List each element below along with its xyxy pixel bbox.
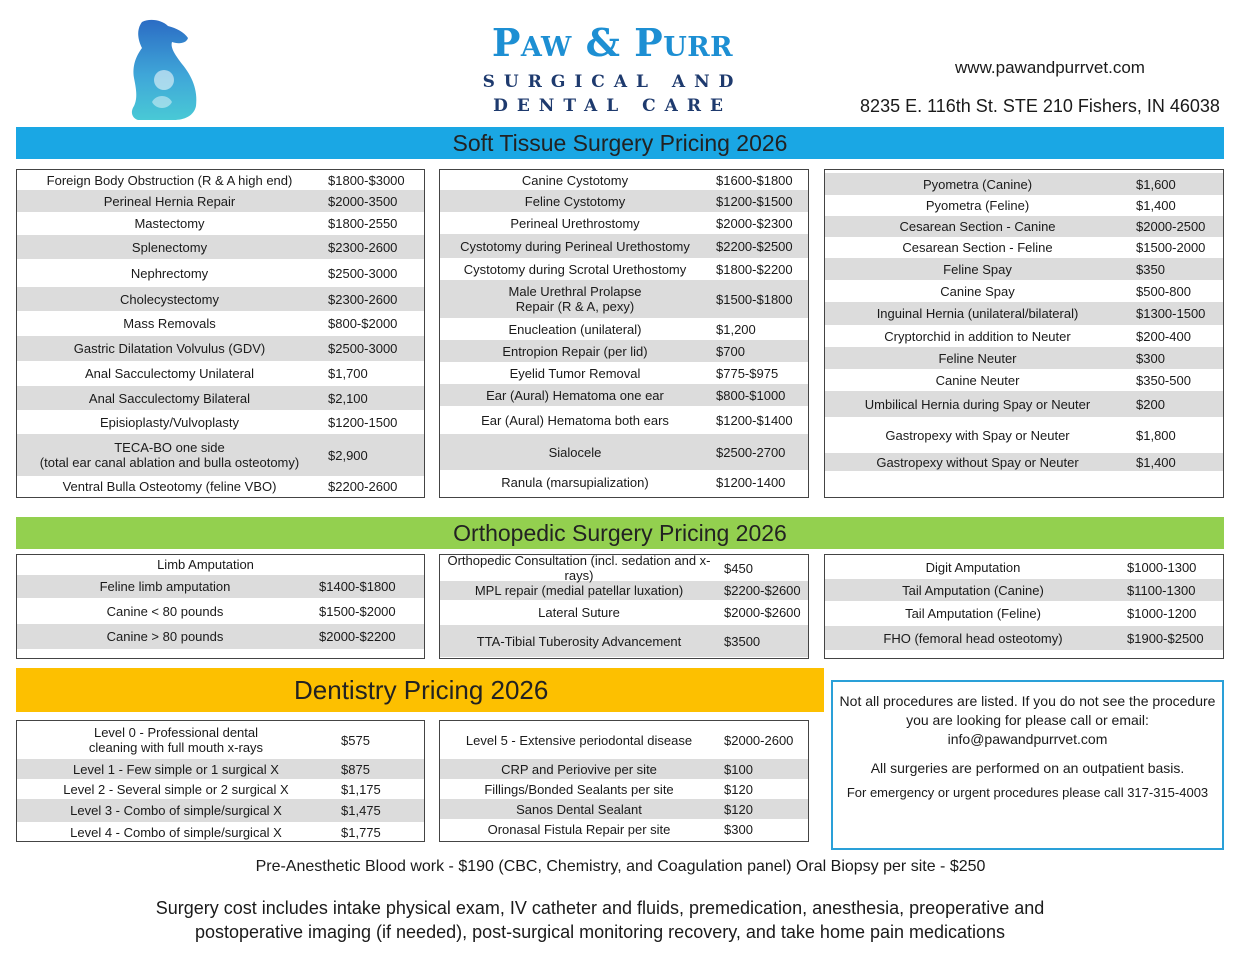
- procedure-name: Anal Sacculectomy Unilateral: [84, 366, 255, 381]
- price-row: [440, 234, 808, 258]
- price-row: [825, 417, 1223, 453]
- price-row: [825, 237, 1223, 258]
- procedure-price: $2,100: [328, 390, 368, 406]
- price-row: [440, 258, 808, 280]
- price-row: [440, 581, 808, 600]
- procedure-price: $1,700: [328, 366, 368, 381]
- procedure-price: $2000-$2300: [716, 215, 793, 231]
- address: 8235 E. 116th St. STE 210 Fishers, IN 46038: [860, 96, 1220, 116]
- procedure-name: Episioplasty/Vulvoplasty: [100, 414, 239, 430]
- procedure-price: $1200-$1500: [716, 193, 793, 209]
- procedure-price: $775-$975: [716, 365, 779, 381]
- procedure-price: $300: [1136, 350, 1165, 366]
- procedure-price: $700: [716, 343, 745, 359]
- price-row: [440, 779, 808, 799]
- procedure-name: Eyelid Tumor Removal: [509, 365, 641, 381]
- price-row: [440, 362, 808, 384]
- soft-tissue-title: Soft Tissue Surgery Pricing 2026: [16, 127, 1224, 159]
- price-row: [17, 779, 424, 799]
- procedure-price: $500-800: [1136, 283, 1191, 299]
- procedure-name: Ear (Aural) Hematoma one ear: [486, 387, 664, 403]
- procedure-name: Pyometra (Feline): [925, 198, 1030, 213]
- price-row: [825, 347, 1223, 369]
- procedure-price: $1500-2000: [1136, 240, 1206, 255]
- procedure-name: MPL repair (medial patellar luxation): [474, 583, 684, 598]
- procedure-price: $2500-3000: [328, 265, 398, 281]
- info-email[interactable]: info@pawandpurrvet.com: [947, 731, 1108, 747]
- soft-tissue-table-2: [439, 169, 809, 498]
- procedure-price: $1,400: [1136, 198, 1176, 213]
- price-row: [17, 799, 424, 822]
- price-row: [440, 384, 808, 406]
- price-row: [17, 190, 424, 212]
- procedure-price: $1500-$1800: [716, 291, 793, 307]
- procedure-name: Ventral Bulla Osteotomy (feline VBO): [62, 479, 277, 494]
- procedure-name: Cesarean Section - Canine: [899, 219, 1056, 234]
- price-row: [17, 822, 424, 842]
- ortho-table-1: [16, 554, 425, 659]
- price-row: [440, 555, 808, 581]
- procedure-name: Feline Spay: [943, 261, 1012, 277]
- procedure-price: $200-400: [1136, 328, 1191, 344]
- procedure-price: $2500-3000: [328, 341, 398, 356]
- website[interactable]: www.pawandpurrvet.com: [955, 58, 1145, 77]
- procedure-price: $1,775: [341, 824, 381, 840]
- price-row: [825, 258, 1223, 280]
- procedure-name: Cesarean Section - Feline: [902, 240, 1053, 255]
- procedure-price: $1200-$1400: [716, 412, 793, 428]
- procedure-price: $1800-$3000: [328, 172, 405, 188]
- info-line-3: For emergency or urgent procedures please call 317-315-4003: [846, 785, 1209, 800]
- dental-title: Dentistry Pricing 2026: [16, 668, 824, 712]
- price-row: [825, 626, 1223, 650]
- procedure-price: $2300-2600: [328, 291, 398, 307]
- price-row: [17, 287, 424, 311]
- procedure-price: $2200-2600: [328, 479, 398, 494]
- price-row: [825, 453, 1223, 471]
- procedure-name: Splenectomy: [131, 239, 208, 255]
- procedure-name: Feline Cystotomy: [524, 193, 626, 209]
- procedure-name: Sanos Dental Sealant: [516, 801, 642, 817]
- procedure-name: Gastropexy with Spay or Neuter: [885, 427, 1070, 443]
- brand-name: Paw & Purr: [491, 20, 734, 65]
- procedure-price: $1000-1200: [1127, 606, 1197, 621]
- price-row: [17, 212, 424, 235]
- procedure-price: $1800-2550: [328, 216, 398, 231]
- procedure-name: Level 0 - Professional dental cleaning with full mouth x-rays: [88, 725, 264, 755]
- procedure-price: $1200-1500: [328, 414, 398, 430]
- soft-tissue-table-3: [824, 169, 1224, 498]
- procedure-name: Canine Neuter: [935, 372, 1020, 388]
- procedure-price: $1100-1300: [1127, 582, 1196, 598]
- price-row: [17, 624, 424, 649]
- price-row: [825, 325, 1223, 347]
- brand-subtitle: SURGICAL AND DENTAL CARE: [482, 72, 743, 116]
- price-row: [17, 259, 424, 287]
- procedure-name: TTA-Tibial Tuberosity Advancement: [476, 633, 682, 649]
- procedure-price: $800-$2000: [328, 316, 398, 331]
- procedure-price: $100: [724, 761, 753, 777]
- bloodwork-note: Pre-Anesthetic Blood work - $190 (CBC, Chemistry, and Coagulation panel) Oral Biopsy per site - $250: [255, 858, 986, 875]
- procedure-name: Cholecystectomy: [120, 291, 219, 307]
- price-row: [825, 302, 1223, 325]
- procedure-price: $2200-$2600: [724, 583, 801, 598]
- surgery-cost-note: Surgery cost includes intake physical exam, IV catheter and fluids, premedication, anesthesia, preoperative and postoperative imaging (if needed), post-surgical monitoring recovery, and take home pain medications: [155, 898, 1045, 942]
- procedure-name: Ear (Aural) Hematoma both ears: [481, 412, 669, 428]
- price-row: [440, 799, 808, 819]
- procedure-name: Cryptorchid in addition to Neuter: [884, 328, 1071, 344]
- price-row: [17, 476, 424, 497]
- procedure-price: $2200-$2500: [716, 238, 793, 254]
- procedure-price: $3500: [724, 633, 761, 649]
- price-row: [17, 598, 424, 624]
- procedure-name: Canine < 80 pounds: [106, 603, 224, 619]
- procedure-price: $1,800: [1136, 427, 1176, 443]
- price-row: [440, 212, 808, 234]
- procedure-price: $2000-2500: [1136, 219, 1206, 234]
- procedure-price: $1900-$2500: [1127, 630, 1204, 646]
- procedure-name: Cystotomy during Perineal Urethostomy: [460, 238, 690, 254]
- procedure-price: $200: [1136, 396, 1165, 412]
- procedure-price: $1800-$2200: [716, 261, 793, 277]
- price-row: [440, 318, 808, 340]
- procedure-price: $2000-3500: [328, 193, 398, 209]
- price-row: [17, 721, 424, 759]
- procedure-name: Umbilical Hernia during Spay or Neuter: [864, 396, 1091, 412]
- price-row: [825, 195, 1223, 216]
- price-row: [825, 280, 1223, 302]
- price-row: [440, 280, 808, 318]
- price-row: [17, 759, 424, 779]
- procedure-name: Cystotomy during Scrotal Urethostomy: [463, 261, 687, 277]
- procedure-price: $800-$1000: [716, 387, 786, 403]
- procedure-price: $2500-2700: [716, 444, 786, 460]
- procedure-price: $300: [724, 821, 753, 837]
- price-row: [440, 470, 808, 494]
- procedure-price: $1000-1300: [1127, 559, 1197, 575]
- procedure-name: Gastric Dilatation Volvulus (GDV): [73, 341, 266, 356]
- procedure-name: Feline Neuter: [938, 350, 1017, 366]
- price-row: [825, 555, 1223, 579]
- procedure-name: Perineal Hernia Repair: [103, 193, 236, 209]
- price-row: [17, 170, 424, 190]
- procedure-name: Canine > 80 pounds: [106, 629, 224, 644]
- procedure-price: $1,475: [341, 803, 381, 818]
- procedure-name: Tail Amputation (Canine): [902, 582, 1044, 598]
- procedure-name: Inguinal Hernia (unilateral/bilateral): [876, 306, 1079, 321]
- price-row: [440, 625, 808, 657]
- procedure-price: $1400-$1800: [319, 579, 396, 594]
- procedure-name: Level 5 - Extensive periodontal disease: [465, 732, 693, 748]
- procedure-name: Pyometra (Canine): [922, 176, 1033, 192]
- soft-tissue-table-1: [16, 169, 425, 498]
- procedure-price: $1300-1500: [1136, 306, 1206, 321]
- procedure-name: TECA-BO one side (total ear canal ablation and bulla osteotomy): [39, 440, 300, 470]
- procedure-price: $1600-$1800: [716, 172, 793, 188]
- dental-table-2: [439, 720, 809, 842]
- procedure-price: $2000-$2600: [724, 605, 801, 620]
- procedure-name: Sialocele: [548, 444, 602, 460]
- procedure-name: Entropion Repair (per lid): [502, 343, 648, 359]
- procedure-price: $120: [724, 801, 753, 817]
- info-line-2: All surgeries are performed on an outpatient basis.: [870, 760, 1185, 776]
- dog-cat-logo: [128, 18, 200, 122]
- procedure-name: CRP and Periovive per site: [501, 761, 657, 777]
- price-row: [440, 434, 808, 470]
- procedure-name: Digit Amputation: [925, 559, 1021, 575]
- procedure-name: Level 4 - Combo of simple/surgical X: [70, 824, 282, 840]
- procedure-price: $350-500: [1136, 372, 1191, 388]
- procedure-price: $120: [724, 781, 753, 797]
- procedure-price: $1500-$2000: [319, 603, 396, 619]
- procedure-name: Anal Sacculectomy Bilateral: [88, 390, 251, 406]
- procedure-name: Gastropexy without Spay or Neuter: [876, 454, 1079, 470]
- procedure-name: Male Urethral Prolapse Repair (R & A, pexy): [508, 284, 642, 314]
- procedure-name: Oronasal Fistula Repair per site: [487, 821, 671, 837]
- procedure-price: $1200-1400: [716, 474, 786, 490]
- price-row: [440, 721, 808, 759]
- price-row: [440, 170, 808, 190]
- procedure-price: $2000-2600: [724, 732, 794, 748]
- price-row: [17, 336, 424, 361]
- procedure-price: $575: [341, 732, 370, 748]
- price-row: [440, 819, 808, 839]
- info-line-1: Not all procedures are listed. If you do not see the procedure you are looking for please call or email:: [839, 693, 1216, 728]
- brand-block: [420, 20, 805, 118]
- procedure-name: Fillings/Bonded Sealants per site: [484, 781, 674, 797]
- info-box: [831, 680, 1224, 850]
- procedure-name: Lateral Suture: [538, 605, 620, 620]
- price-row: [440, 340, 808, 362]
- procedure-name: Level 2 - Several simple or 2 surgical X: [63, 781, 289, 797]
- procedure-price: $1,400: [1136, 454, 1176, 470]
- procedure-price: $1,175: [341, 781, 381, 797]
- price-row: [825, 391, 1223, 417]
- price-row: [825, 369, 1223, 391]
- procedure-name: Nephrectomy: [130, 265, 209, 281]
- procedure-name: Level 1 - Few simple or 1 surgical X: [73, 761, 279, 777]
- price-row: [440, 600, 808, 625]
- price-row: [825, 216, 1223, 237]
- ortho-table-3: [824, 554, 1224, 659]
- price-row: [17, 434, 424, 476]
- price-row: [17, 235, 424, 259]
- procedure-price: $2000-$2200: [319, 629, 396, 644]
- procedure-name: Mass Removals: [123, 316, 216, 331]
- ortho-table-2: [439, 554, 809, 659]
- price-row: [440, 190, 808, 212]
- procedure-name: Foreign Body Obstruction (R & A high end): [46, 172, 293, 188]
- procedure-price: $1,200: [716, 321, 756, 337]
- price-row: [17, 575, 424, 598]
- price-row: [440, 406, 808, 434]
- price-row: [440, 759, 808, 779]
- price-row: [17, 386, 424, 410]
- procedure-name: Level 3 - Combo of simple/surgical X: [70, 803, 282, 818]
- procedure-name: Canine Spay: [940, 283, 1015, 299]
- price-row: [825, 579, 1223, 601]
- procedure-name: Mastectomy: [134, 216, 205, 231]
- procedure-name: Canine Cystotomy: [521, 172, 629, 188]
- price-row: [17, 311, 424, 336]
- price-row: [825, 173, 1223, 195]
- procedure-name: Enucleation (unilateral): [508, 321, 642, 337]
- dental-table-1: [16, 720, 425, 842]
- ortho-title: Orthopedic Surgery Pricing 2026: [16, 517, 1224, 549]
- procedure-price: $875: [341, 761, 370, 777]
- limb-amputation-header: Limb Amputation: [157, 557, 254, 572]
- procedure-price: $1,600: [1136, 176, 1176, 192]
- procedure-price: $350: [1136, 261, 1165, 277]
- procedure-name: FHO (femoral head osteotomy): [883, 630, 1063, 646]
- procedure-price: $450: [724, 560, 753, 576]
- procedure-name: Orthopedic Consultation (incl. sedation and x-rays): [447, 554, 711, 583]
- procedure-price: $2,900: [328, 447, 368, 463]
- procedure-name: Perineal Urethrostomy: [510, 215, 640, 231]
- price-row: [17, 410, 424, 434]
- procedure-price: $2300-2600: [328, 239, 398, 255]
- procedure-name: Tail Amputation (Feline): [905, 606, 1041, 621]
- procedure-name: Feline limb amputation: [99, 579, 231, 594]
- procedure-name: Ranula (marsupialization): [501, 474, 649, 490]
- price-row: [17, 361, 424, 386]
- price-row: [825, 601, 1223, 626]
